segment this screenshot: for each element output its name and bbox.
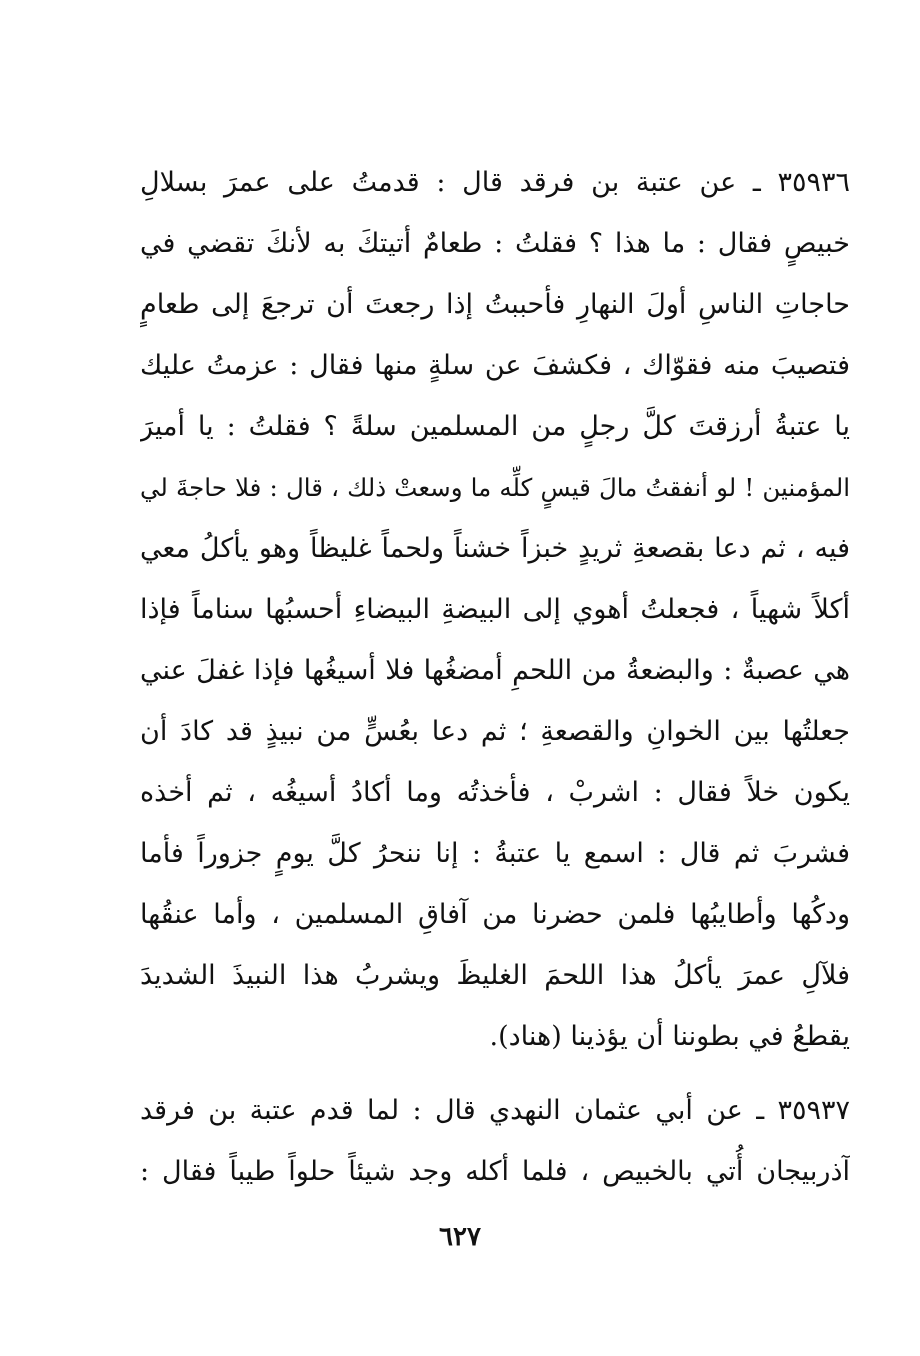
text-line: يا عتبةُ أرزقتَ كلَّ رجلٍ من المسلمين سلةً ؟ فقلتُ : يا أميرَ	[140, 411, 850, 442]
text-line: ودكُها وأطايبُها فلمن حضرنا من آفاقِ المسلمين ، وأما عنقُها	[140, 899, 850, 930]
text-line: أكلاً شهياً ، فجعلتُ أهوي إلى البيضةِ البيضاءِ أحسبُها سناماً فإذا	[140, 594, 850, 625]
hadith-35936-paragraph	[140, 152, 850, 1067]
text-line: خبيصٍ فقال : ما هذا ؟ فقلتُ : طعامٌ أتيتكَ به لأنكَ تقضي في	[140, 228, 850, 259]
text-line: فشربَ ثم قال : اسمع يا عتبةُ : إنا ننحرُ كلَّ يومٍ جزوراً فأما	[140, 838, 850, 869]
text-line: المؤمنين ! لو أنفقتُ مالَ قيسٍ كلِّه ما وسعتْ ذلك ، قال : فلا حاجةَ لي	[140, 473, 850, 502]
hadith-35937-paragraph	[140, 1080, 850, 1202]
text-line: يكون خلاً فقال : اشربْ ، فأخذتُه وما أكادُ أسيغُه ، ثم أخذه	[140, 777, 850, 808]
text-line: فلآلِ عمرَ يأكلُ هذا اللحمَ الغليظَ ويشربُ هذا النبيذَ الشديدَ	[140, 960, 850, 991]
text-line: جعلتُها بين الخوانِ والقصعةِ ؛ ثم دعا بعُسٍّ من نبيذٍ قد كادَ أن	[140, 716, 850, 747]
text-line: ٣٥٩٣٦ ـ عن عتبة بن فرقد قال : قدمتُ على عمرَ بسلالِ	[140, 167, 850, 198]
text-line: آذربيجان أُتي بالخبيص ، فلما أكله وجد شيئاً حلواً طيباً فقال :	[140, 1156, 850, 1187]
text-line: حاجاتِ الناسِ أولَ النهارِ فأحببتُ إذا رجعتَ أن ترجعَ إلى طعامٍ	[140, 289, 850, 320]
text-line: فيه ، ثم دعا بقصعةِ ثريدٍ خبزاً خشناً ولحماً غليظاً وهو يأكلُ معي	[140, 533, 850, 564]
text-line: فتصيبَ منه فقوّاك ، فكشفَ عن سلةٍ منها فقال : عزمتُ عليك	[140, 350, 850, 381]
text-line: هي عصبةٌ : والبضعةُ من اللحمِ أمضغُها فلا أسيغُها فإذا غفلَ عني	[140, 655, 850, 686]
text-line: يقطعُ في بطوننا أن يؤذينا (هناد).	[489, 1021, 850, 1052]
page-number: ٦٢٧	[439, 1222, 481, 1252]
text-line: ٣٥٩٣٧ ـ عن أبي عثمان النهدي قال : لما قدم عتبة بن فرقد	[140, 1095, 850, 1126]
